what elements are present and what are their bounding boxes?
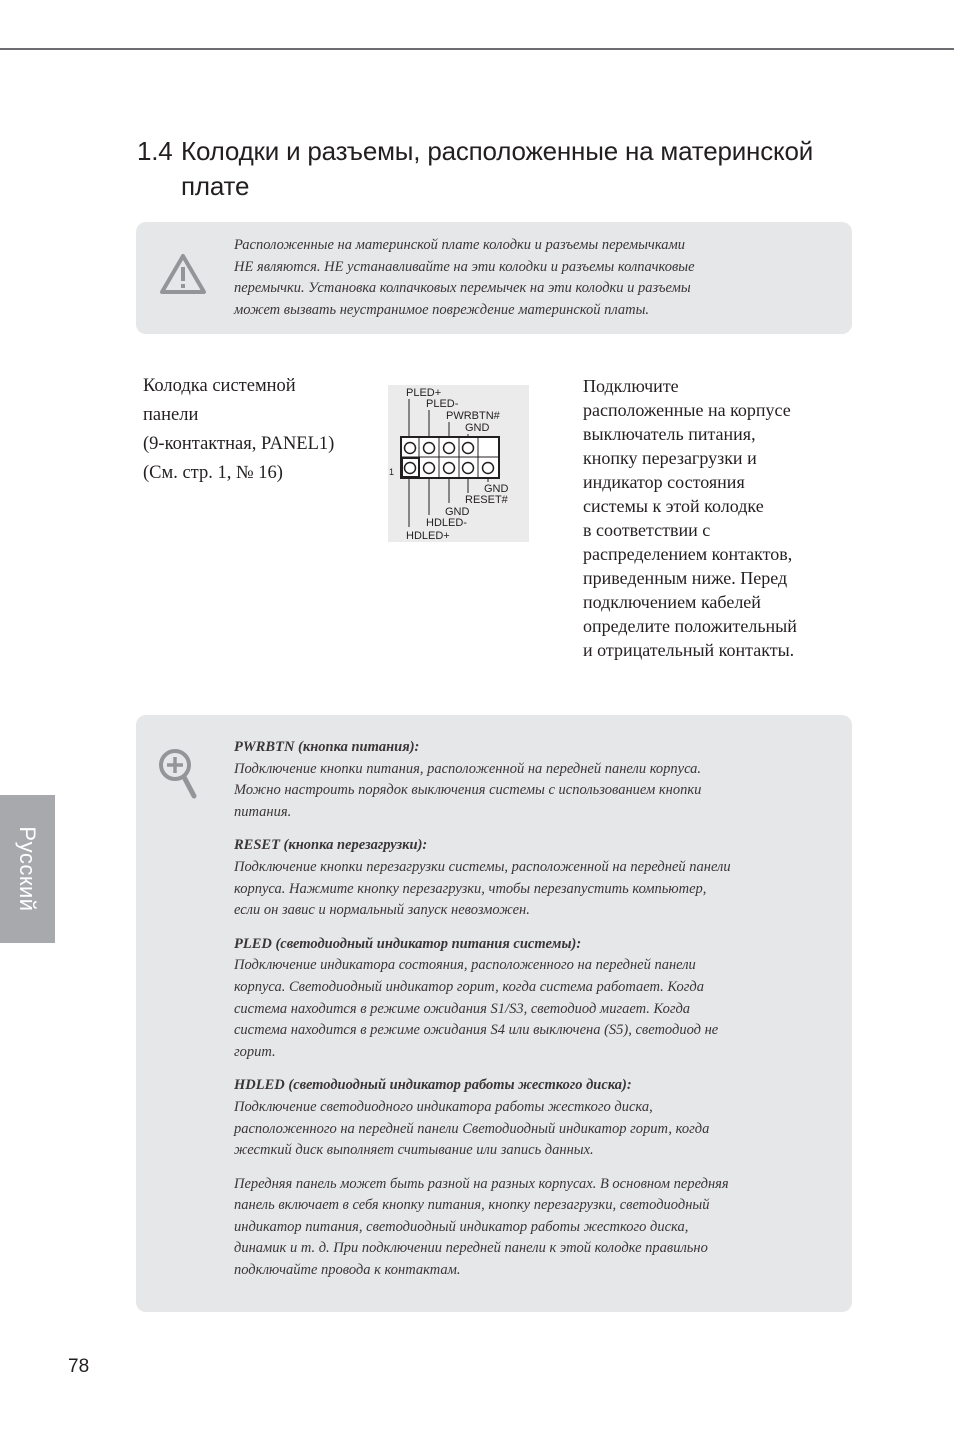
note-body — [234, 857, 804, 922]
note-box — [136, 715, 852, 1312]
note-line: жесткий диск выполняет считывание или запись данных. — [234, 1142, 594, 1159]
pin-1-marker: 1 — [389, 467, 395, 477]
panel1-pin-diagram — [388, 385, 529, 542]
note-line: горит. — [234, 1043, 276, 1060]
pin-label-gnd-1: GND — [484, 483, 509, 495]
note-line: Можно настроить порядок выключения системы с использованием кнопки — [234, 782, 702, 799]
note-heading: HDLED (светодиодный индикатор работы жесткого диска): — [234, 1077, 632, 1094]
note-line: корпуса. Нажмите кнопку перезагрузки, чтобы перезапустить компьютер, — [234, 880, 707, 897]
note-final-paragraph — [234, 1174, 804, 1282]
note-body — [234, 1097, 804, 1162]
description-line: в соответствии с — [583, 520, 711, 540]
page-number: 78 — [68, 1356, 90, 1377]
warning-line: перемычки. Установка колпачковых перемычек на эти колодки и разъемы — [234, 280, 691, 297]
note-line: корпуса. Светодиодный индикатор горит, когда система работает. Когда — [234, 978, 704, 995]
header-name-line: Колодка системной — [143, 376, 296, 396]
description-line: распределением контактов, — [583, 544, 793, 564]
pin-label-pled-minus: PLED- — [426, 398, 459, 410]
pin-label-reset: RESET# — [465, 494, 508, 506]
magnifier-plus-icon — [158, 748, 198, 800]
note-body — [234, 955, 804, 1063]
pin-label-hdled-minus: HDLED- — [426, 517, 467, 529]
pin-label-gnd-2: GND — [445, 506, 470, 518]
pin-label-gnd-top: GND — [465, 422, 490, 434]
note-heading: RESET (кнопка перезагрузки): — [234, 837, 428, 854]
pin-label-hdled-plus: HDLED+ — [406, 530, 450, 542]
note-heading: PLED (светодиодный индикатор питания системы): — [234, 935, 582, 952]
description-line: расположенные на корпусе — [583, 400, 791, 420]
note-line: Подключение кнопки питания, расположенной на передней панели корпуса. — [234, 760, 702, 777]
header-description — [583, 374, 833, 662]
pin-label-pwrbtn: PWRBTN# — [446, 410, 500, 422]
section-title-text: Колодки и разъемы, расположенные на материнской плате — [181, 136, 814, 201]
note-section-reset — [234, 835, 804, 921]
language-side-tab — [0, 795, 55, 943]
description-line: приведенным ниже. Перед — [583, 568, 788, 588]
language-label: Русский — [15, 826, 40, 912]
header-name-line: панели — [143, 405, 199, 425]
note-line: Подключение индикатора состояния, расположенного на передней панели — [234, 957, 696, 974]
header-name — [143, 372, 373, 488]
warning-line: может вызвать неустранимое повреждение материнской платы. — [234, 301, 650, 318]
note-line: подключайте провода к контактам. — [234, 1262, 461, 1279]
note-line: если он завис и нормальный запуск невозможен. — [234, 902, 530, 919]
note-content — [234, 737, 804, 1282]
description-line: индикатор состояния — [583, 472, 745, 492]
note-line: питания. — [234, 803, 292, 820]
description-line: подключением кабелей — [583, 592, 761, 612]
description-line: определите положительный — [583, 616, 797, 636]
header-name-line: (См. стр. 1, № 16) — [143, 463, 283, 483]
pin-label-pled-plus: PLED+ — [406, 387, 442, 399]
note-line: Подключение светодиодного индикатора работы жесткого диска, — [234, 1098, 653, 1115]
description-line: кнопку перезагрузки и — [583, 448, 757, 468]
warning-triangle-icon — [159, 252, 207, 296]
note-line: динамик и т. д. При подключении передней панели к этой колодке правильно — [234, 1240, 708, 1257]
warning-text — [234, 235, 794, 321]
note-line: расположенного на передней панели Светодиодный индикатор горит, когда — [234, 1120, 710, 1137]
note-section-pled — [234, 934, 804, 1064]
note-line: система находится в режиме ожидания S4 или выключена (S5), светодиод не — [234, 1022, 719, 1039]
note-body — [234, 759, 804, 824]
warning-line: Расположенные на материнской плате колодки и разъемы перемычками — [234, 237, 686, 253]
note-line: Передняя панель может быть разной на разных корпусах. В основном передняя — [234, 1175, 729, 1192]
note-section-pwrbtn — [234, 737, 804, 823]
warning-line: НЕ являются. НЕ устанавливайте на эти колодки и разъемы колпачковые — [234, 258, 695, 275]
note-line: система находится в режиме ожидания S1/S3, светодиод мигает. Когда — [234, 1000, 691, 1017]
section-number: 1.4 — [137, 136, 173, 166]
description-line: Подключите — [583, 376, 679, 396]
description-line: системы к этой колодке — [583, 496, 764, 516]
description-line: и отрицательный контакты. — [583, 640, 795, 660]
note-line: индикатор питания, светодиодный индикатор работы жесткого диска, — [234, 1218, 689, 1235]
note-line: Подключение кнопки перезагрузки системы, расположенной на передней панели — [234, 858, 731, 875]
note-line: панель включает в себя кнопку питания, кнопку перезагрузки, светодиодный — [234, 1197, 710, 1214]
note-section-hdled — [234, 1075, 804, 1161]
warning-box — [136, 222, 852, 334]
top-rule — [0, 48, 954, 50]
pin-diagram-graphic — [388, 385, 529, 542]
section-title — [137, 134, 857, 204]
header-name-line: (9-контактная, PANEL1) — [143, 434, 335, 454]
note-heading: PWRBTN (кнопка питания): — [234, 739, 420, 755]
description-line: выключатель питания, — [583, 424, 756, 444]
